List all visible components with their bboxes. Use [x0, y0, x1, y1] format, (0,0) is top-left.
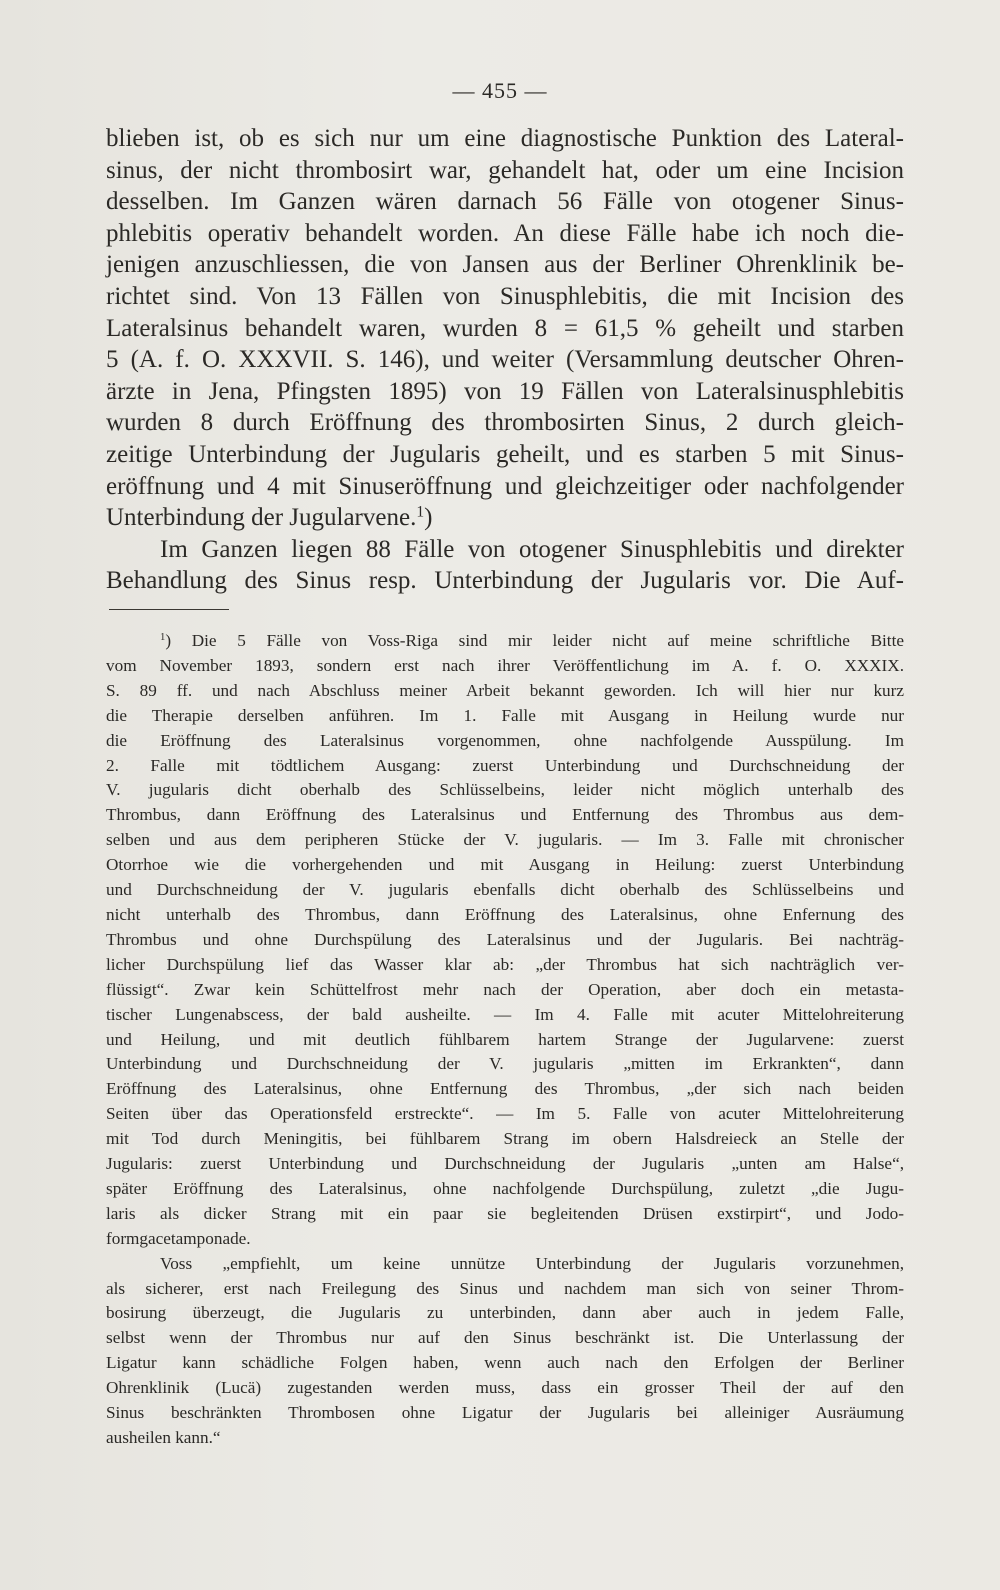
text-line: blieben ist, ob es sich nur um eine diagnostische Punktion des Lateral- — [106, 125, 904, 152]
footnote-line: Eröffnung des Lateralsinus, ohne Entfernung des Thrombus, „der sich nach beiden — [106, 1079, 904, 1099]
footnote-line: Unterbindung und Durchschneidung der V. jugularis „mitten im Erkrankten“, dann — [106, 1054, 904, 1074]
footnote-first-line-text: ) Die 5 Fälle von Voss-Riga sind mir leider nicht auf meine schriftliche Bitte — [165, 631, 904, 650]
footnote-line: S. 89 ff. und nach Abschluss meiner Arbeit bekannt geworden. Ich will hier nur kurz — [106, 680, 904, 700]
footnote-reference-paren: ) — [424, 504, 433, 532]
text-line: richtet sind. Von 13 Fällen von Sinusphlebitis, die mit Incision des — [106, 282, 904, 310]
paragraph-line: Behandlung des Sinus resp. Unterbindung der Jugularis vor. Die Auf- — [106, 567, 904, 595]
text-line: sinus, der nicht thrombosirt war, gehandelt hat, oder um eine Incision — [106, 156, 904, 184]
footnote-line — [106, 629, 904, 654]
text-line: jenigen anzuschliessen, die von Jansen aus der Berliner Ohrenklinik be- — [106, 251, 904, 279]
text-line — [106, 502, 904, 534]
footnote-line: V. jugularis dicht oberhalb des Schlüsselbeins, leider nicht möglich unterhalb des — [106, 780, 904, 800]
text-line: ärzte in Jena, Pfingsten 1895) von 19 Fällen von Lateralsinusphlebitis — [106, 377, 904, 405]
footnote-line: selbst wenn der Thrombus nur auf den Sinus beschränkt ist. Die Unterlassung der — [106, 1328, 904, 1348]
text-line: zeitige Unterbindung der Jugularis geheilt, und es starben 5 mit Sinus- — [106, 440, 904, 468]
footnote-line: und Heilung, und mit deutlich fühlbarem hartem Strange der Jugularvene: zuerst — [106, 1029, 904, 1049]
footnote-line: tischer Lungenabscess, der bald ausheilte. — Im 4. Falle mit acuter Mittelohreiterung — [106, 1004, 904, 1024]
footnote-line: selben und aus dem peripheren Stücke der V. jugularis. — Im 3. Falle mit chronischer — [106, 830, 904, 850]
footnote-reference: 1 — [416, 503, 425, 521]
footnote-line: als sicherer, erst nach Freilegung des Sinus und nachdem man sich von seiner Throm- — [106, 1278, 904, 1298]
footnote-line: Jugularis: zuerst Unterbindung und Durchschneidung der Jugularis „unten am Halse“, — [106, 1154, 904, 1174]
footnote-line: die Therapie derselben anführen. Im 1. Falle mit Ausgang in Heilung wurde nur — [106, 705, 904, 725]
footnote-line: ausheilen kann.“ — [106, 1428, 221, 1447]
text-line: wurden 8 durch Eröffnung des thrombosirten Sinus, 2 durch gleich- — [106, 409, 904, 437]
footnote-line: nicht unterhalb des Thrombus, dann Eröffnung des Lateralsinus, ohne Enfernung des — [106, 904, 904, 924]
text-line-body: Unterbindung der Jugularvene. — [106, 504, 417, 532]
footnote-line: die Eröffnung des Lateralsinus vorgenommen, ohne nachfolgende Ausspülung. Im — [106, 730, 904, 750]
page-number: — 455 — — [452, 78, 548, 103]
main-text — [106, 123, 904, 597]
footnote-line: laris als dicker Strang mit ein paar sie begleitenden Drüsen exstirpirt“, und Jodo- — [106, 1203, 904, 1223]
text-line: eröffnung und 4 mit Sinuseröffnung und gleichzeitiger oder nachfolgender — [106, 472, 904, 500]
footnote-line: Ligatur kann schädliche Folgen haben, wenn auch nach den Erfolgen der Berliner — [106, 1353, 904, 1373]
footnote — [106, 629, 904, 1451]
footnote-line: mit Tod durch Meningitis, bei fühlbarem Strang im obern Halsdreieck an Stelle der — [106, 1129, 904, 1149]
text-line: Lateralsinus behandelt waren, wurden 8 = 61,5 % geheilt und starben — [106, 314, 904, 342]
footnote-line: 2. Falle mit tödtlichem Ausgang: zuerst Unterbindung und Durchschneidung der — [106, 755, 904, 775]
footnote-line: Seiten über das Operationsfeld erstreckte“. — Im 5. Falle von acuter Mittelohreiterung — [106, 1104, 904, 1124]
footnote-line: Otorrhoe wie die vorhergehenden und mit Ausgang in Heilung: zuerst Unterbindung — [106, 855, 904, 875]
footnote-line: Thrombus, dann Eröffnung des Lateralsinus und Entfernung des Thrombus aus dem- — [106, 805, 904, 825]
footnote-line: licher Durchspülung lief das Wasser klar ab: „der Thrombus hat sich nachträglich ver- — [106, 954, 904, 974]
paragraph-line: Im Ganzen liegen 88 Fälle von otogener Sinusphlebitis und direkter — [160, 535, 904, 563]
footnote-line: später Eröffnung des Lateralsinus, ohne nachfolgende Durchspülung, zuletzt „die Jugu- — [106, 1178, 904, 1198]
footnote-line: vom November 1893, sondern erst nach ihrer Veröffentlichung im A. f. O. XXXIX. — [106, 655, 904, 675]
footnote-line: Sinus beschränkten Thrombosen ohne Ligatur der Jugularis bei alleiniger Ausräumung — [106, 1403, 904, 1423]
footnote-line: Thrombus und ohne Durchspülung des Lateralsinus und der Jugularis. Bei nachträg- — [106, 929, 904, 949]
footnote-line: Ohrenklinik (Lucä) zugestanden werden muss, dass ein grosser Theil der auf den — [106, 1378, 904, 1398]
footnote-separator — [109, 609, 229, 610]
text-line: 5 (A. f. O. XXXVII. S. 146), und weiter (Versammlung deutscher Ohren- — [106, 346, 904, 374]
footnote-line: formgacetamponade. — [106, 1228, 251, 1248]
text-line: desselben. Im Ganzen wären darnach 56 Fälle von otogener Sinus- — [106, 188, 904, 216]
footnote-line: und Durchschneidung der V. jugularis ebenfalls dicht oberhalb des Schlüsselbeins und — [106, 880, 904, 900]
footnote-line: flüssigt“. Zwar kein Schüttelfrost mehr nach der Operation, aber doch ein metasta- — [106, 979, 904, 999]
footnote-marker: 1 — [160, 632, 166, 644]
footnote-line: Voss „empfiehlt, um keine unnütze Unterbindung der Jugularis vorzunehmen, — [160, 1253, 904, 1273]
text-line: phlebitis operativ behandelt worden. An diese Fälle habe ich noch die- — [106, 219, 904, 247]
footnote-line: bosirung überzeugt, die Jugularis zu unterbinden, dann aber auch in jedem Falle, — [106, 1303, 904, 1323]
